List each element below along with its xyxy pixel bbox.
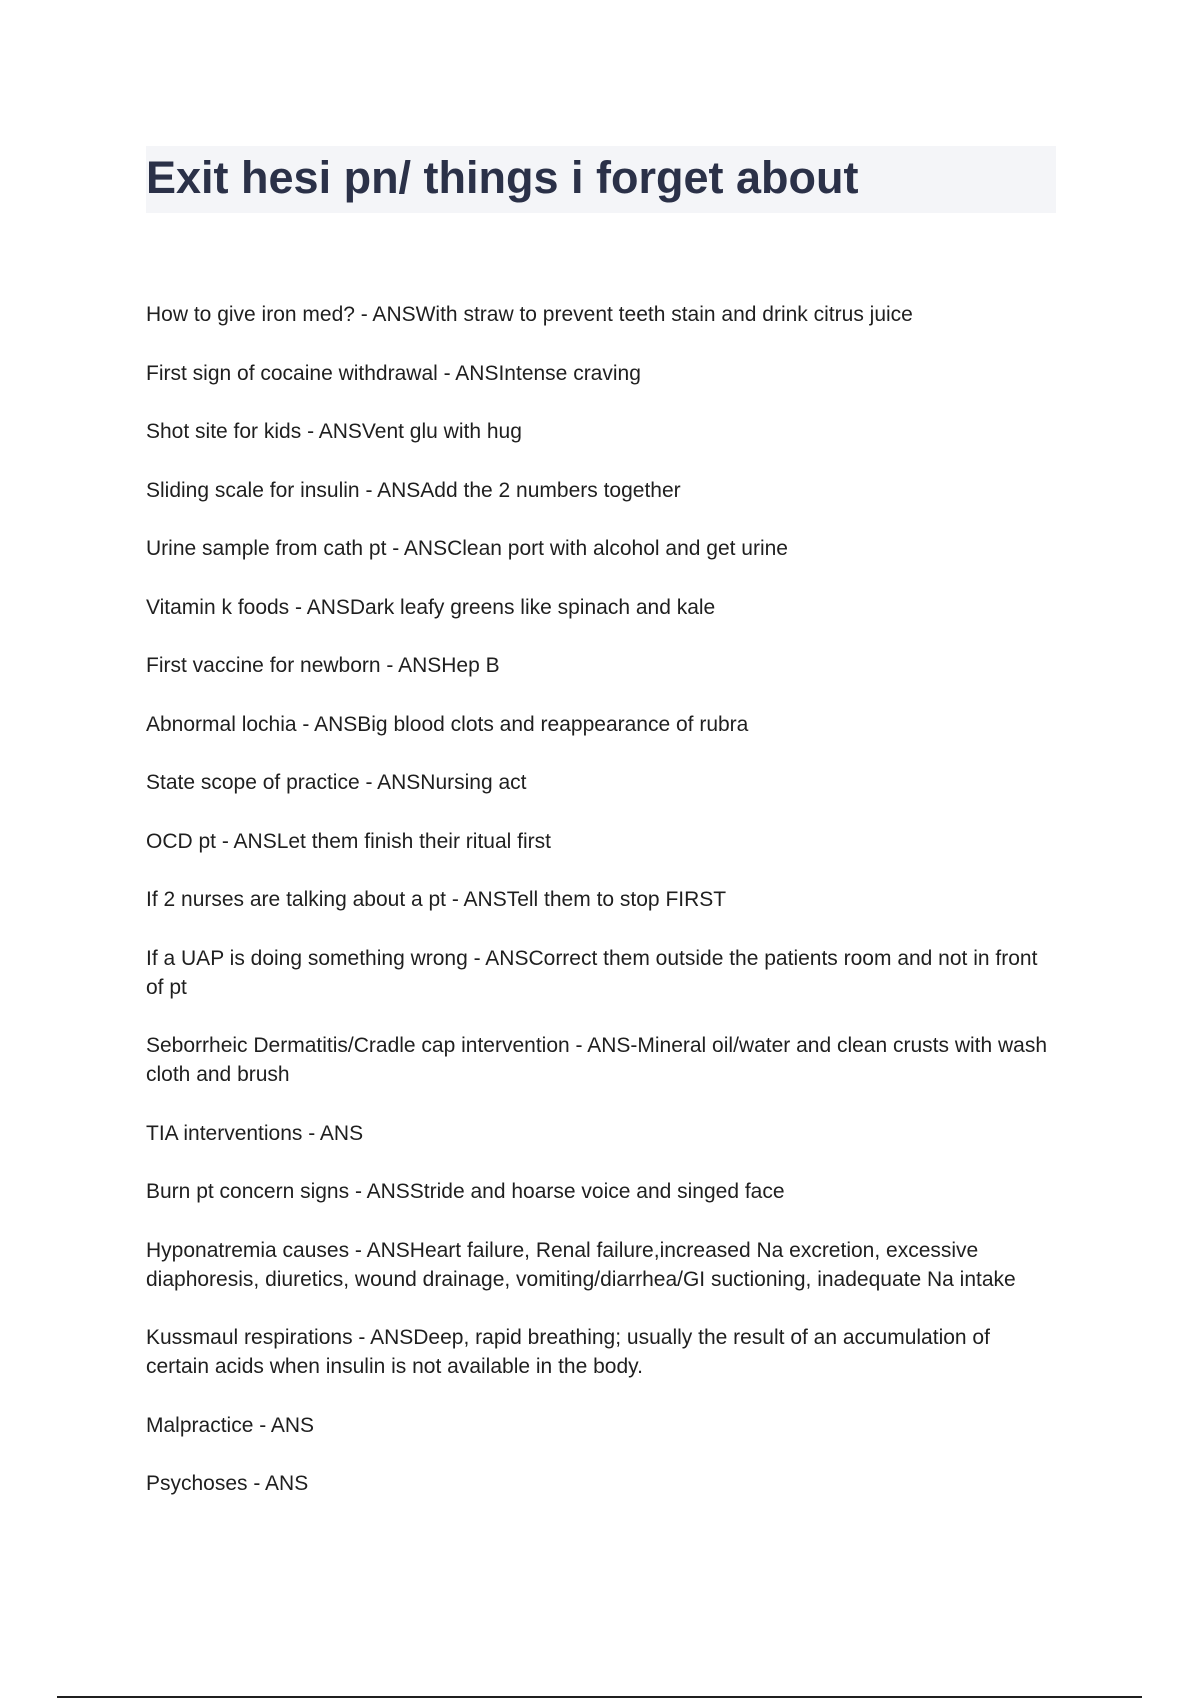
page-title: Exit hesi pn/ things i forget about bbox=[146, 152, 859, 203]
list-item: Abnormal lochia - ANSBig blood clots and reappearance of rubra bbox=[146, 712, 749, 736]
qa-list bbox=[146, 300, 1056, 1528]
list-item: Psychoses - ANS bbox=[146, 1472, 309, 1495]
list-item: Hyponatremia causes - ANSHeart failure, Renal failure,increased Na excretion, excessive diaphoresis, diuretics, wound drainage, vomiting/diarrhea/GI suctioning, inadequate Na intake bbox=[146, 1238, 1016, 1291]
list-item: First sign of cocaine withdrawal - ANSIntense craving bbox=[146, 361, 641, 385]
title-banner bbox=[146, 146, 1056, 213]
list-item: Malpractice - ANS bbox=[146, 1413, 315, 1437]
list-item: Sliding scale for insulin - ANSAdd the 2 numbers together bbox=[146, 478, 681, 502]
list-item: Burn pt concern signs - ANSStride and hoarse voice and singed face bbox=[146, 1180, 785, 1203]
list-item: Shot site for kids - ANSVent glu with hug bbox=[146, 420, 522, 443]
list-item: If a UAP is doing something wrong - ANSCorrect them outside the patients room and not in front of pt bbox=[146, 946, 1038, 999]
list-item: How to give iron med? - ANSWith straw to prevent teeth stain and drink citrus juice bbox=[146, 303, 913, 326]
list-item: OCD pt - ANSLet them finish their ritual first bbox=[146, 829, 551, 853]
list-item: Vitamin k foods - ANSDark leafy greens like spinach and kale bbox=[146, 595, 716, 619]
list-item: First vaccine for newborn - ANSHep B bbox=[146, 654, 500, 677]
list-item: Kussmaul respirations - ANSDeep, rapid breathing; usually the result of an accumulation of certain acids when insulin is not available in the body. bbox=[146, 1326, 990, 1378]
list-item: Seborrheic Dermatitis/Cradle cap intervention - ANS-Mineral oil/water and clean crusts with wash cloth and brush bbox=[146, 1034, 1048, 1086]
footer-rule bbox=[57, 1696, 1142, 1698]
list-item: Urine sample from cath pt - ANSClean port with alcohol and get urine bbox=[146, 537, 788, 560]
list-item: TIA interventions - ANS bbox=[146, 1121, 364, 1145]
list-item: State scope of practice - ANSNursing act bbox=[146, 771, 527, 794]
list-item: If 2 nurses are talking about a pt - ANSTell them to stop FIRST bbox=[146, 888, 727, 911]
